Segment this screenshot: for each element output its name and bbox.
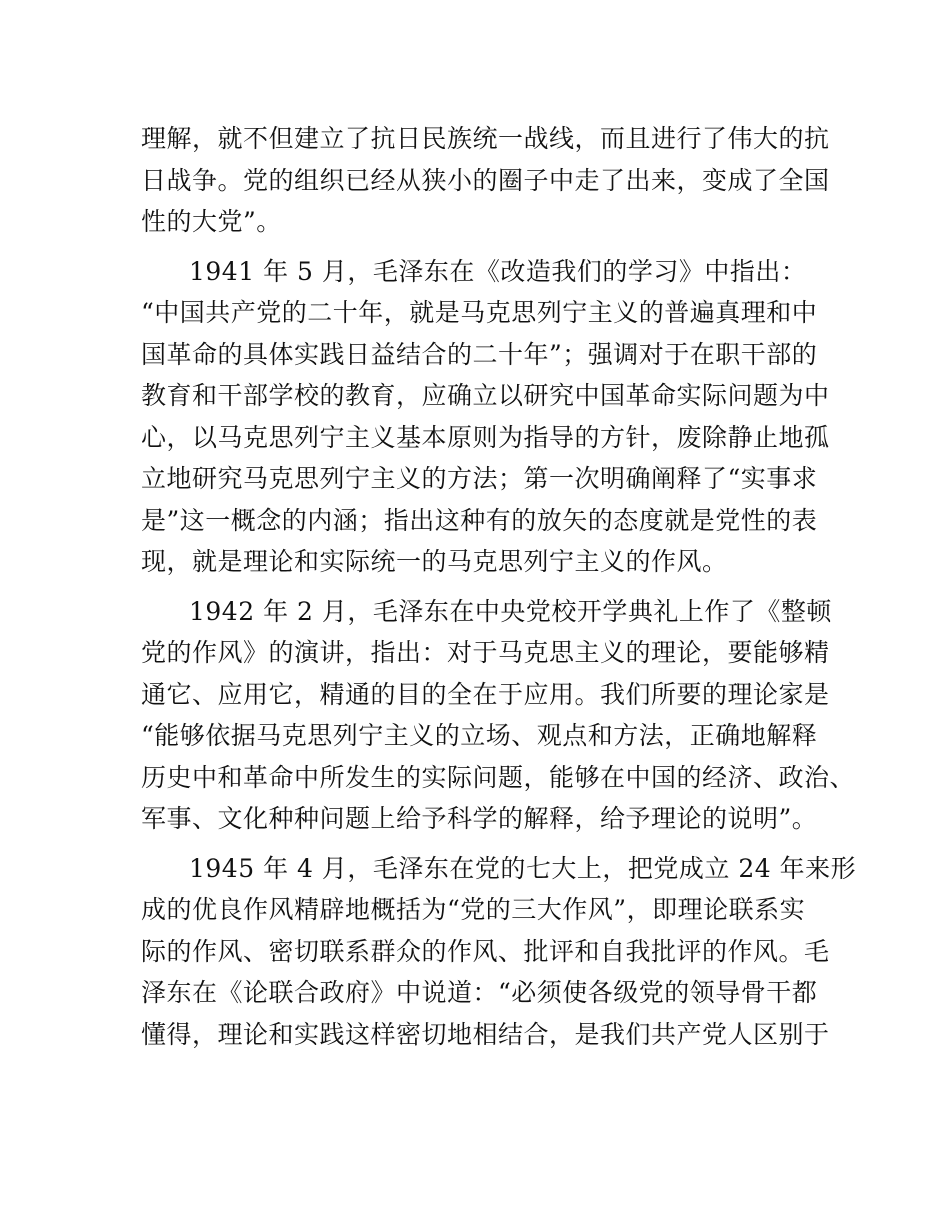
paragraph-3 bbox=[141, 591, 856, 840]
text-line: 1945 年 4 月，毛泽东在党的七大上，把党成立 24 年来形 bbox=[189, 853, 857, 883]
text-line: “中国共产党的二十年，就是马克思列宁主义的普遍真理和中 bbox=[141, 298, 818, 327]
text-line: 1941 年 5 月，毛泽东在《改造我们的学习》中指出： bbox=[189, 256, 807, 286]
text-line: 理解，就不但建立了抗日民族统一战线，而且进行了伟大的抗 bbox=[141, 124, 830, 153]
text-line: 党的作风》的演讲，指出：对于马克思主义的理论，要能够精 bbox=[141, 638, 830, 667]
text-line: 现，就是理论和实际统一的马克思列宁主义的作风。 bbox=[141, 547, 728, 576]
text-line: 通它、应用它，精通的目的全在于应用。我们所要的理论家是 bbox=[141, 679, 830, 709]
text-line: 军事、文化种种问题上给予科学的解释，给予理论的说明”。 bbox=[141, 804, 818, 833]
text-line: “能够依据马克思列宁主义的立场、观点和方法，正确地解释 bbox=[141, 721, 818, 750]
text-line: 性的大党”。 bbox=[141, 207, 282, 236]
text-line: 泽东在《论联合政府》中说道：“必须使各级党的领导骨干都 bbox=[141, 978, 818, 1007]
text-line: 心，以马克思列宁主义基本原则为指导的方针，废除静止地孤 bbox=[141, 422, 830, 452]
document-body bbox=[141, 118, 857, 1055]
text-line: 立地研究马克思列宁主义的方法；第一次明确阐释了“实事求 bbox=[141, 464, 818, 493]
text-line: 懂得，理论和实践这样密切地相结合，是我们共产党人区别于 bbox=[141, 1019, 830, 1049]
text-line: 1942 年 2 月，毛泽东在中央党校开学典礼上作了《整顿 bbox=[189, 596, 832, 626]
text-line: 日战争。党的组织已经从狭小的圈子中走了出来，变成了全国 bbox=[141, 165, 830, 195]
text-line: 际的作风、密切联系群众的作风、批评和自我批评的作风。毛 bbox=[141, 936, 830, 966]
paragraph-2 bbox=[141, 251, 831, 583]
text-line: 教育和干部学校的教育，应确立以研究中国革命实际问题为中 bbox=[141, 381, 830, 410]
text-line: 国革命的具体实践日益结合的二十年”；强调对于在职干部的 bbox=[141, 339, 818, 369]
text-line: 成的优良作风精辟地概括为“党的三大作风”，即理论联系实 bbox=[141, 895, 806, 924]
text-line: 是”这一概念的内涵；指出这种有的放矢的态度就是党性的表 bbox=[141, 505, 818, 535]
text-line: 历史中和革命中所发生的实际问题，能够在中国的经济、政治、 bbox=[141, 762, 856, 792]
paragraph-4 bbox=[141, 848, 857, 1056]
paragraph-1 bbox=[141, 118, 831, 243]
